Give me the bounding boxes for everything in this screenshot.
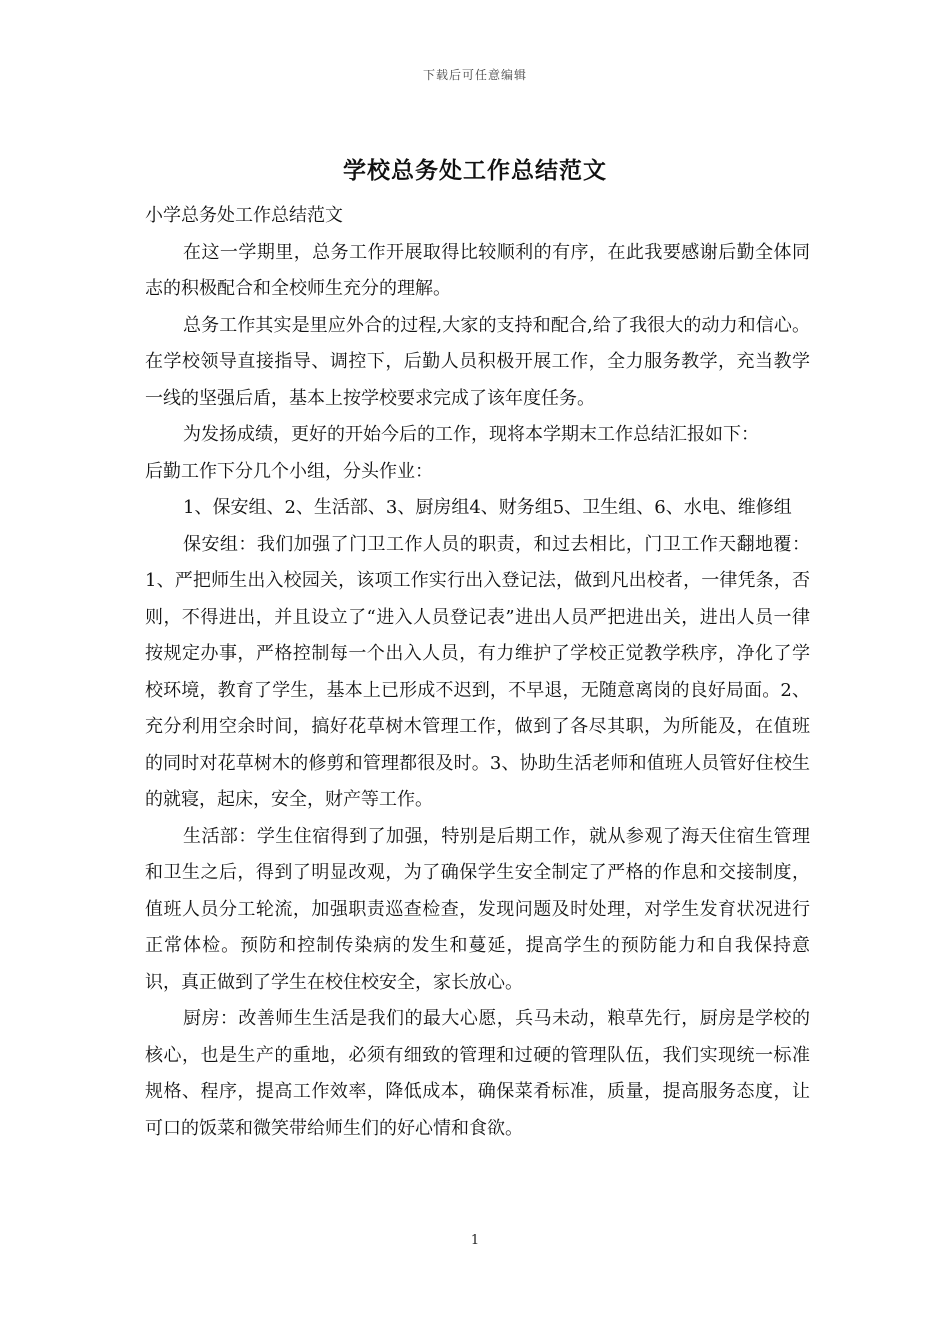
page-header: 下载后可任意编辑 (422, 68, 527, 82)
document-subtitle: 小学总务处工作总结范文 (145, 205, 343, 226)
paragraph-groups-list: 1、保安组、2、生活部、3、厨房组4、财务组5、卫生组、6、水电、维修组 (183, 497, 792, 518)
paragraph-intro: 在这一学期里，总务工作开展取得比较顺利的有序，在此我要感谢后勤全体同志的积极配合和全校师生充分的理解。 (145, 241, 810, 299)
paragraph-living: 生活部：学生住宿得到了加强，特别是后期工作，就从参观了海天住宿生管理和卫生之后，得到了明显改观，为了确保学生安全制定了严格的作息和交接制度，值班人员分工轮流，加强职责巡查检查，发现问题及时处理，对学生发育状况进行正常体检。预防和控制传染病的发生和蔓延，提高学生的预防能力和自我保持意识，真正做到了学生在校住校安全，家长放心。 (145, 825, 810, 993)
paragraph-support: 总务工作其实是里应外合的过程,大家的支持和配合,给了我很大的动力和信心。在学校领导直接指导、调控下，后勤人员积极开展工作，全力服务教学，充当教学一线的坚强后盾，基本上按学校要求完成了该年度任务。 (145, 314, 810, 409)
page-number: 1 (470, 1233, 480, 1248)
document-title: 学校总务处工作总结范文 (343, 157, 607, 184)
paragraph-groups-lead: 后勤工作下分几个小组，分头作业： (145, 460, 433, 482)
paragraph-kitchen: 厨房：改善师生生活是我们的最大心愿，兵马未动，粮草先行，厨房是学校的核心，也是生产的重地，必须有细致的管理和过硬的管理队伍，我们实现统一标准规格、程序，提高工作效率，降低成本，确保菜肴标准，质量，提高服务态度，让可口的饭菜和微笑带给师生们的好心情和食欲。 (145, 1008, 810, 1139)
document-body (145, 198, 810, 1147)
paragraph-report-lead: 为发扬成绩，更好的开始今后的工作，现将本学期末工作总结汇报如下： (183, 424, 759, 445)
paragraph-security: 保安组：我们加强了门卫工作人员的职责，和过去相比，门卫工作天翻地覆：1、严把师生出入校园关，该项工作实行出入登记法，做到凡出校者，一律凭条，否则，不得进出，并且设立了“进入人员登记表”进出人员严把进出关，进出人员一律按规定办事，严格控制每一个出入人员，有力维护了学校正觉教学秩序，净化了学校环境，教育了学生，基本上已形成不迟到，不早退，无随意离岗的良好局面。2、充分利用空余时间，搞好花草树木管理工作，做到了各尽其职，为所能及，在值班的同时对花草树木的修剪和管理都很及时。3、协助生活老师和值班人员管好住校生的就寝，起床，安全，财产等工作。 (145, 533, 810, 810)
